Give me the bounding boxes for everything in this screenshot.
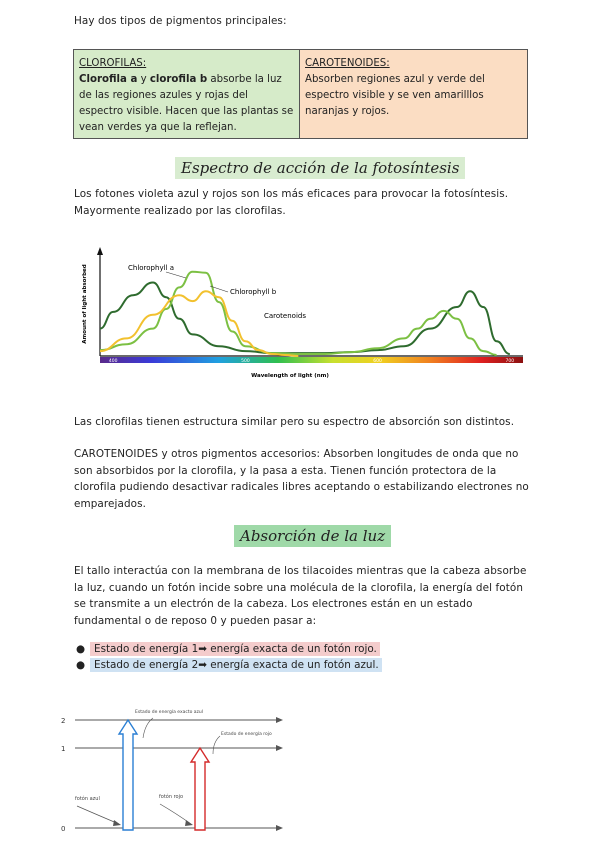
x-tick-label: 400	[108, 359, 118, 364]
x-tick-label: 600	[373, 359, 382, 364]
carotenoides-heading: CAROTENOIDES:	[305, 58, 390, 69]
y-axis-arrow	[97, 247, 103, 255]
clorofilas-text: absorbe la luz de las regiones azules y rojas del espectro visible. Hacen que las plantas se vean verdes ya que la reflejan.	[79, 74, 294, 133]
level-2-label: 2	[61, 717, 66, 725]
carotenoides-cell	[300, 50, 527, 138]
blue-photon-arrowhead	[113, 820, 121, 826]
clorofilas-heading: CLOROFILAS:	[79, 58, 147, 69]
state2-label: Estado de energía exacto azul	[135, 710, 204, 715]
heading-spectrum: Espectro de acción de la fotosíntesis	[175, 157, 465, 179]
pointer-chlorophyll-a	[166, 272, 186, 278]
paragraph-carotenoides: CAROTENOIDES y otros pigmentos accesorios: Absorben longitudes de onda que no son absorbidos por la clorofila, y la pasa a esta. Tienen función protectora de la clorofila pudiendo desactivar radicales libres aceptando o estabilizando electrones no emparejados.	[74, 448, 529, 510]
level-2-arrowhead	[276, 717, 283, 723]
paragraph-photons: Los fotones violeta azul y rojos son los más eficaces para provocar la fotosíntesis. Mayormente realizado por las clorofilas.	[74, 188, 509, 217]
level-0-arrowhead	[276, 825, 283, 831]
level-0-label: 0	[61, 825, 66, 833]
intro-text: Hay dos tipos de pigmentos principales:	[74, 15, 287, 27]
curve-carotenoids	[100, 291, 298, 356]
state-1-text: Estado de energía 1➡ energía exacta de un fotón rojo.	[90, 642, 380, 656]
red-photon-label: fotón rojo	[159, 794, 184, 800]
state2-pointer	[143, 718, 153, 738]
list-item	[74, 657, 382, 673]
label-carotenoids: Carotenoids	[264, 312, 306, 320]
bullet-icon: ●	[76, 643, 86, 655]
label-chlorophyll-a: Chlorophyll a	[128, 264, 174, 272]
x-tick-label: 500	[241, 359, 250, 364]
state1-label: Estado de energía rojo	[221, 732, 272, 737]
conjunction: y	[137, 74, 150, 85]
label-chlorophyll-b: Chlorophyll b	[230, 288, 277, 296]
blue-photon-path	[77, 806, 119, 824]
absorption-spectrum-chart	[78, 244, 528, 384]
state-2-text: Estado de energía 2➡ energía exacta de un fotón azul.	[90, 658, 382, 672]
level-1-arrowhead	[276, 745, 283, 751]
x-tick-label: 700	[505, 359, 515, 364]
state1-pointer	[213, 736, 220, 754]
level-1-label: 1	[61, 745, 66, 753]
energy-level-diagram	[55, 704, 295, 844]
red-photon-arrow	[191, 748, 209, 830]
blue-photon-label: fotón azul	[75, 796, 100, 802]
list-item	[74, 641, 382, 657]
pigment-table	[73, 49, 528, 139]
red-photon-arrowhead	[185, 820, 193, 826]
carotenoides-text: Absorben regiones azul y verde del espectro visible y se ven amarilllos naranjas y rojos.	[305, 74, 485, 117]
x-axis-label: Wavelength of light (nm)	[251, 373, 329, 379]
clorofila-a-term: Clorofila a	[79, 74, 138, 85]
spectrum-bar	[100, 357, 523, 363]
clorofilas-cell	[74, 50, 300, 138]
paragraph-clorofilas: Las clorofilas tienen estructura similar pero su espectro de absorción son distintos.	[74, 416, 515, 428]
clorofila-b-term: clorofila b	[149, 74, 208, 85]
blue-photon-arrow	[119, 720, 137, 830]
paragraph-light-absorption: El tallo interactúa con la membrana de los tilacoides mientras que la cabeza absorbe la luz, cuando un fotón incide sobre una molécula de la clorofila, la energía del fotón se transmite a un electrón de la cabeza. Los electrones están en un estado fundamental o de reposo 0 y pueden pasar a:	[74, 565, 527, 627]
energy-states-list	[74, 641, 382, 673]
heading-absorption: Absorción de la luz	[234, 525, 391, 547]
bullet-icon: ●	[76, 659, 86, 671]
y-axis-label: Amount of light absorbed	[82, 264, 88, 344]
